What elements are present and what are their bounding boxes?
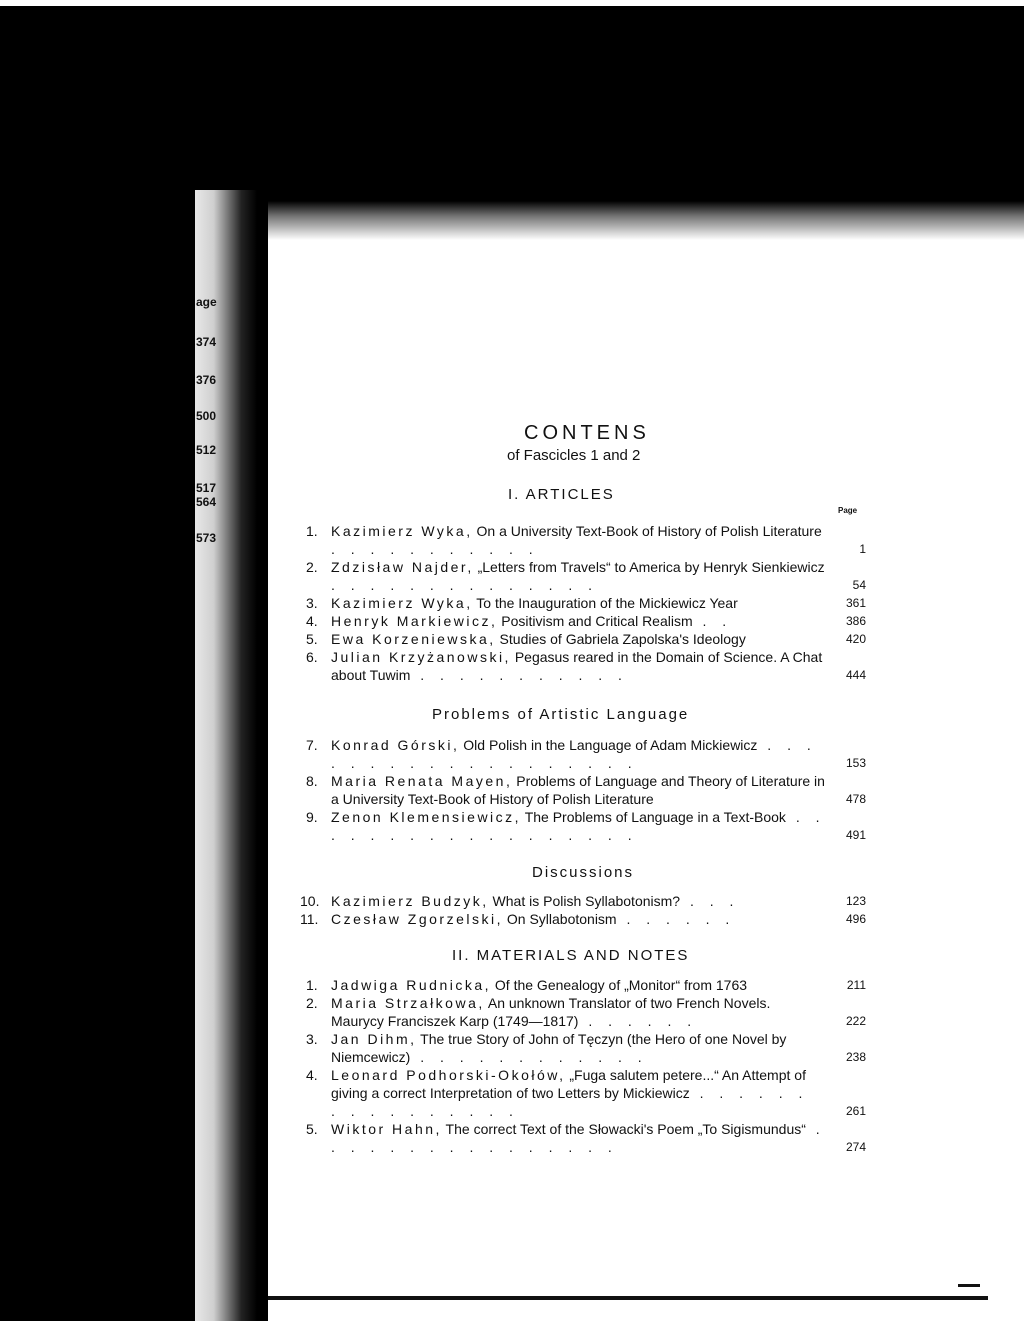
entry-title: Pegasus reared in the Domain of Science. A Chat about Tuwim: [331, 649, 823, 683]
entry-number: 3.: [306, 1031, 318, 1047]
entry-author: Henryk Markiewicz,: [331, 613, 498, 629]
entry-leader: . . . . . . . . . . .: [331, 541, 539, 557]
entry-leader: . . .: [680, 893, 740, 909]
margin-number: 573: [196, 531, 217, 545]
entry-leader: . . . . . . . . . . . . . . . . . .: [331, 809, 826, 843]
entry-leader: . . . . . . . . . . . . . . . . . . .: [331, 737, 817, 771]
entry-title: Problems of Language and Theory of Literature in a University Text-Book of History of Polish Literature: [331, 773, 825, 807]
entry-number: 4.: [306, 613, 318, 629]
page-bottom-edge: [268, 1296, 988, 1300]
toc-entry: [306, 736, 866, 772]
toc-entry: [306, 1030, 866, 1066]
entry-title: „Letters from Travels“ to America by Henryk Sienkiewicz: [473, 559, 825, 575]
entry-number: 8.: [306, 773, 318, 789]
entry-page: 444: [845, 668, 866, 682]
scan-shadow-edge: [260, 180, 1024, 240]
entry-title: Positivism and Critical Realism: [497, 613, 693, 629]
entry-author: Maria Strzałkowa,: [331, 995, 485, 1011]
entry-page: 386: [845, 614, 866, 628]
entry-leader: . . . . . .: [616, 911, 736, 927]
entry-number: 1.: [306, 523, 318, 539]
entry-leader: . . . . . . . . . . . .: [410, 1049, 648, 1065]
entry-page: 238: [845, 1050, 866, 1064]
entry-page: 361: [845, 596, 866, 610]
entry-title: Studies of Gabriela Zapolska's Ideology: [495, 631, 746, 647]
entry-page: 478: [845, 792, 866, 806]
entry-title: To the Inauguration of the Mickiewicz Year: [472, 595, 738, 611]
entry-page: 274: [845, 1140, 866, 1154]
entry-page: 491: [845, 828, 866, 842]
entry-title: Of the Genealogy of „Monitor“ from 1763: [491, 977, 748, 993]
entry-leader: . . . . . . . . . . . . . .: [331, 577, 599, 593]
entry-author: Zenon Klemensiewicz,: [331, 809, 522, 825]
toc-entry: [306, 808, 866, 844]
section-heading-materials: II. MATERIALS AND NOTES: [452, 947, 690, 964]
entry-number: 3.: [306, 595, 318, 611]
entry-page: 54: [852, 578, 866, 592]
toc-entry: [306, 558, 866, 594]
entry-author: Ewa Korzeniewska,: [331, 631, 496, 647]
entry-author: Maria Renata Mayen,: [331, 773, 513, 789]
entry-page: 420: [845, 632, 866, 646]
entry-author: Julian Krzyżanowski,: [331, 649, 511, 665]
entry-page: 496: [845, 912, 866, 926]
entry-number: 5.: [306, 631, 318, 647]
entry-author: Wiktor Hahn,: [331, 1121, 442, 1137]
entry-number: 7.: [306, 737, 318, 753]
margin-number: 500: [196, 409, 217, 423]
entry-leader: . . . . . . . . . . .: [410, 667, 628, 683]
entry-title: On Syllabotonism: [502, 911, 617, 927]
margin-number: 374: [196, 335, 217, 349]
entry-page: 1: [859, 542, 866, 556]
entry-title: The true Story of John of Tęczyn (the Hero of one Novel by Niemcewicz): [331, 1031, 787, 1065]
entry-page: 261: [845, 1104, 866, 1118]
entry-number: 9.: [306, 809, 318, 825]
section-heading-articles: I. ARTICLES: [508, 486, 615, 503]
entry-number: 6.: [306, 649, 318, 665]
entry-title: The correct Text of the Słowacki's Poem „To Sigismundus“: [441, 1121, 806, 1137]
entry-page: 222: [845, 1014, 866, 1028]
margin-number: 376: [196, 373, 217, 387]
margin-number: 564: [196, 495, 217, 509]
margin-number: 517: [196, 481, 217, 495]
entry-author: Leonard Podhorski-Okołów,: [331, 1067, 566, 1083]
entry-number: 2.: [306, 995, 318, 1011]
margin-number: age: [196, 295, 217, 309]
entry-title: On a University Text-Book of History of Polish Literature: [472, 523, 822, 539]
page-subtitle: of Fascicles 1 and 2: [507, 447, 641, 464]
entry-leader: . . . . . . . . . . . . . . . .: [331, 1085, 809, 1119]
entry-leader: . . . . . . . . . . . . . . . .: [331, 1121, 826, 1155]
entry-author: Zdzisław Najder,: [331, 559, 474, 575]
scan-border-top: [0, 0, 1024, 200]
entry-author: Jadwiga Rudnicka,: [331, 977, 492, 993]
entry-author: Kazimierz Budzyk,: [331, 893, 489, 909]
entry-author: Konrad Górski,: [331, 737, 460, 753]
entry-leader: . . . . . .: [578, 1013, 698, 1029]
toc-entry: [306, 522, 866, 558]
entry-author: Kazimierz Wyka,: [331, 523, 473, 539]
entry-number: 1.: [306, 977, 318, 993]
corner-mark: [958, 1284, 980, 1287]
entry-number: 11.: [300, 911, 319, 927]
entry-number: 4.: [306, 1067, 318, 1083]
section-heading-problems: Problems of Artistic Language: [432, 706, 690, 723]
toc-entry: [306, 1120, 866, 1156]
entry-number: 10.: [300, 893, 320, 909]
entry-title: Old Polish in the Language of Adam Mickiewicz: [459, 737, 758, 753]
entry-title: An unknown Translator of two French Novels. Maurycy Franciszek Karp (1749—1817): [331, 995, 771, 1029]
entry-page: 123: [845, 894, 866, 908]
scan-top-strip: [0, 0, 1024, 6]
margin-number: 512: [196, 443, 217, 457]
entry-number: 2.: [306, 559, 318, 575]
entry-title: „Fuga salutem petere...“ An Attempt of giving a correct Interpretation of two Letters by Mickiewicz: [331, 1067, 806, 1101]
toc-entry: [306, 772, 866, 808]
entry-page: 211: [846, 978, 866, 992]
entry-author: Czesław Zgorzelski,: [331, 911, 503, 927]
entry-leader: . .: [692, 613, 733, 629]
adjacent-page-edge: [195, 190, 257, 1321]
section-heading-discussions: Discussions: [532, 864, 635, 881]
entry-author: Jan Dihm,: [331, 1031, 417, 1047]
page-column-label: Page: [838, 506, 858, 515]
toc-entry: [306, 994, 866, 1030]
toc-entry: [306, 648, 866, 684]
entry-author: Kazimierz Wyka,: [331, 595, 473, 611]
entry-title: The Problems of Language in a Text-Book: [521, 809, 786, 825]
page-title: CONTENS: [524, 422, 650, 444]
entry-page: 153: [845, 756, 866, 770]
entry-number: 5.: [306, 1121, 318, 1137]
entry-title: What is Polish Syllabotonism?: [488, 893, 681, 909]
toc-entry: [306, 1066, 866, 1120]
